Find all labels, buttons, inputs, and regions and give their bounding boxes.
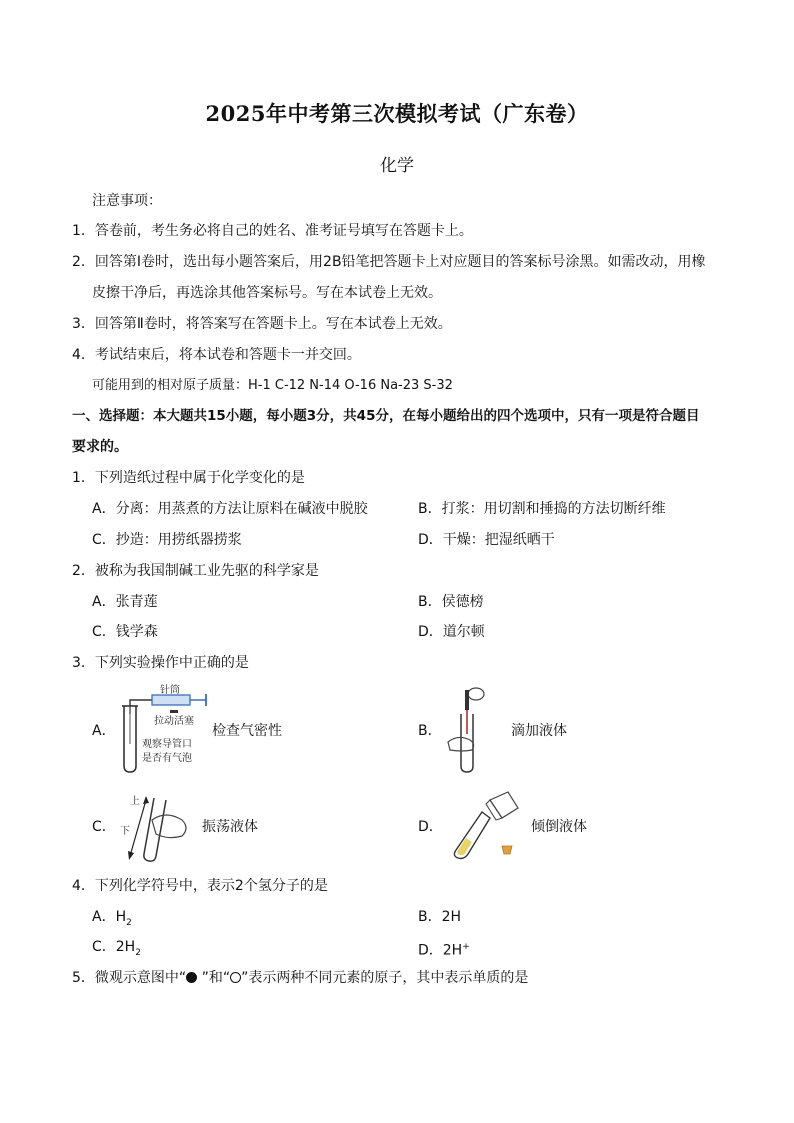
hollow-circle-icon — [230, 972, 241, 983]
q3-option-a-text: 检查气密性 — [212, 723, 282, 739]
q3-option-a-letter: A． — [92, 723, 116, 739]
down-label: 下 — [120, 826, 130, 837]
q5-stem-part3: ”表示两种不同元素的原子，其中表示单质的是 — [241, 970, 529, 986]
q3-stem: 3．下列实验操作中正确的是 — [72, 655, 249, 671]
q4-option-c — [92, 938, 141, 962]
q3-option-d-text: 倾倒液体 — [531, 819, 587, 835]
q5-stem — [72, 969, 528, 987]
q1-option-a: A．分离：用蒸煮的方法让原料在碱液中脱胶 — [92, 501, 368, 517]
pouring-liquid-figure — [446, 790, 526, 860]
filled-circle-icon — [186, 972, 197, 983]
q2-stem: 2．被称为我国制碱工业先驱的科学家是 — [72, 563, 319, 579]
shaking-liquid-figure — [116, 790, 196, 866]
q5-stem-part1: 5．微观示意图中“ — [72, 970, 187, 986]
q4-option-d-sup: + — [462, 942, 470, 952]
note-item-2-cont: 皮擦干净后，再选涂其他答案标号。写在本试卷上无效。 — [92, 285, 442, 301]
exam-title: 2025年中考第三次模拟考试（广东卷） — [205, 101, 589, 126]
q1-option-d: D．干燥：把湿纸晒干 — [418, 532, 555, 548]
subject-title: 化学 — [380, 156, 414, 176]
q2-option-c: C．钱学森 — [92, 624, 158, 640]
notes-heading: 注意事项： — [92, 193, 162, 209]
q3-option-b-text: 滴加液体 — [511, 723, 567, 739]
section-heading-line1: 一、选择题：本大题共15小题，每小题3分，共45分，在每小题给出的四个选项中，只有一项是符合题目 — [72, 408, 700, 424]
syringe-label: 针筒 — [160, 685, 180, 696]
section-heading-line2: 要求的。 — [72, 439, 128, 455]
q2-option-b: B．侯德榜 — [418, 594, 484, 610]
q3-option-c-letter: C． — [92, 819, 116, 835]
q4-option-c-sub: 2 — [135, 947, 141, 958]
q4-option-a-sub: 2 — [126, 917, 132, 928]
q4-option-d — [418, 938, 470, 960]
note-item-3: 3．回答第Ⅱ卷时，将答案写在答题卡上。写在本试卷上无效。 — [72, 316, 452, 332]
q1-option-c: C．抄造：用捞纸器捞浆 — [92, 532, 242, 548]
pull-plunger-label: 拉动活塞 — [154, 716, 194, 727]
q4-stem: 4．下列化学符号中，表示2个氢分子的是 — [72, 878, 328, 894]
q4-option-c-text: C．2H — [92, 939, 136, 955]
note-item-4: 4．考试结束后，将本试卷和答题卡一并交回。 — [72, 347, 361, 363]
up-label: 上 — [130, 796, 140, 807]
atomic-masses: 可能用到的相对原子质量：H-1 C-12 N-14 O-16 Na-23 S-32 — [92, 378, 453, 393]
q1-option-b: B．打浆：用切割和捶捣的方法切断纤维 — [418, 501, 666, 517]
note-item-1: 1．答卷前，考生务必将自己的姓名、准考证号填写在答题卡上。 — [72, 223, 473, 239]
q2-option-a: A．张青莲 — [92, 594, 158, 610]
note-item-2: 2．回答第Ⅰ卷时，选出每小题答案后，用2B铅笔把答题卡上对应题目的答案标号涂黑。如需改动，用橡 — [72, 254, 706, 270]
airtightness-test-figure — [112, 684, 212, 776]
bubbles-label: 是否有气泡 — [142, 753, 192, 764]
q4-option-b: B．2H — [418, 909, 462, 925]
q3-option-d-letter: D． — [418, 819, 443, 835]
q4-option-a-text: A．H — [92, 909, 127, 925]
q4-option-a — [92, 908, 132, 932]
q3-option-b-letter: B． — [418, 723, 442, 739]
dropping-liquid-figure — [446, 684, 496, 776]
q3-option-c-text: 振荡液体 — [202, 819, 258, 835]
q4-option-d-text: D．2H — [418, 942, 463, 959]
q1-stem: 1．下列造纸过程中属于化学变化的是 — [72, 470, 305, 486]
observe-tube-label: 观察导管口 — [142, 739, 192, 750]
q5-stem-part2: ”和“ — [197, 970, 231, 986]
q2-option-d: D．道尔顿 — [418, 624, 485, 640]
